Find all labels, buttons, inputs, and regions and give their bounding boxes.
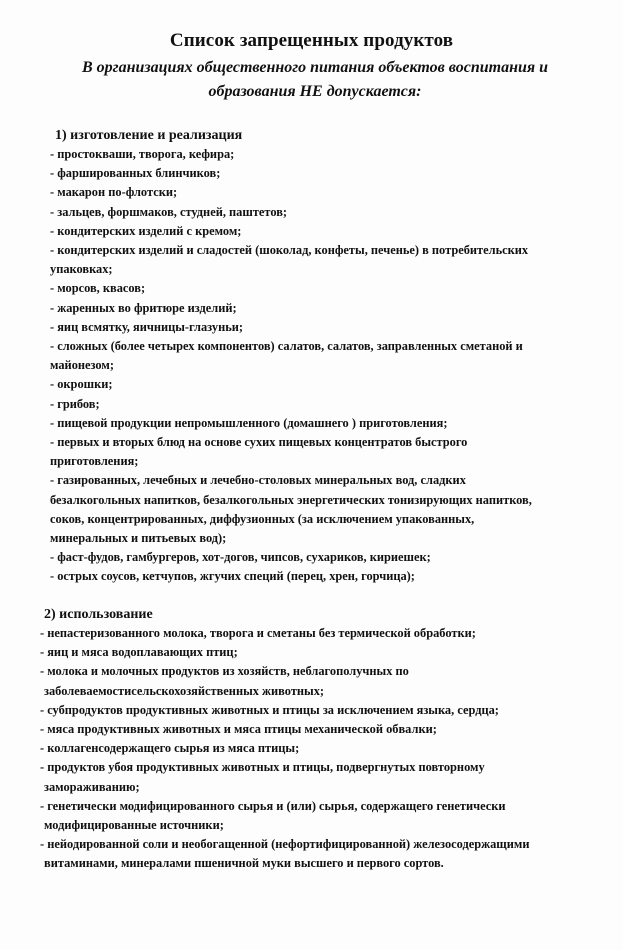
list-item-text: - пищевой продукции непромышленного (домашнего ) приготовления; [50, 415, 448, 430]
section-list [0, 624, 623, 874]
list-item-continuation: майонезом; [50, 358, 114, 373]
list-item [0, 279, 623, 298]
list-item [0, 662, 623, 700]
list-item [0, 701, 623, 720]
list-item [0, 433, 623, 471]
list-item-text: - газированных, лечебных и лечебно-столовых минеральных вод, сладких [50, 473, 466, 488]
list-item-continuation: минеральных и питьевых вод); [50, 531, 227, 546]
list-item-text: - генетически модифицированного сырья и (или) сырья, содержащего генетически [40, 798, 506, 813]
section-heading: 1) изготовление и реализация [55, 128, 243, 143]
list-item [0, 471, 623, 548]
list-item-continuation: упаковках; [50, 262, 113, 277]
list-item [0, 299, 623, 318]
list-item [0, 337, 623, 375]
list-item-continuation: соков, концентрированных, диффузионных (за исключением упакованных, [50, 511, 475, 526]
list-item [0, 739, 623, 758]
list-item [0, 548, 623, 567]
list-item-text: - непастеризованного молока, творога и сметаны без термической обработки; [40, 626, 476, 640]
list-item [0, 395, 623, 414]
subtitle-line-1: В организациях общественного питания объектов воспитания и [82, 59, 548, 76]
list-item-text: - сложных (более четырех компонентов) салатов, салатов, заправленных сметаной и [50, 339, 523, 354]
list-item [0, 567, 623, 586]
list-item-text: - макарон по-флотски; [50, 185, 178, 200]
list-item [0, 318, 623, 337]
subtitle-line-2: образования НЕ допускается: [208, 83, 422, 100]
list-item [0, 375, 623, 394]
section-production-and-sale [0, 126, 623, 587]
list-item-continuation: модифицированные источники; [44, 818, 224, 833]
list-item [0, 797, 623, 835]
list-item-text: - острых соусов, кетчупов, жгучих специй (перец, хрен, горчица); [50, 569, 415, 584]
list-item-text: - нейодированной соли и необогащенной (нефортифицированной) железосодержащими [40, 837, 530, 852]
list-item [0, 203, 623, 222]
document-title: Список запрещенных продуктов [169, 30, 454, 51]
list-item-text: - первых и вторых блюд на основе сухих пищевых концентратов быстрого [50, 435, 468, 450]
document-subtitle [40, 56, 590, 104]
list-item [0, 720, 623, 739]
list-item-text: - зальцев, форшмаков, студней, паштетов; [50, 204, 288, 219]
list-item-text: - окрошки; [50, 377, 113, 392]
list-item-text: - кондитерских изделий и сладостей (шоколад, конфеты, печенье) в потребительских [50, 243, 529, 258]
list-item [0, 145, 623, 164]
list-item-text: - субпродуктов продуктивных животных и птицы за исключением языка, сердца; [40, 702, 499, 717]
list-item-text: - жаренных во фритюре изделий; [50, 300, 237, 315]
section-usage [0, 605, 623, 874]
list-item-text: - коллагенсодержащего сырья из мяса птицы; [40, 741, 300, 756]
list-item [0, 758, 623, 796]
list-item-text: - яиц и мяса водоплавающих птиц; [40, 645, 238, 660]
list-item [0, 183, 623, 202]
list-item [0, 222, 623, 241]
list-item-text: - морсов, квасов; [50, 281, 146, 296]
list-item-continuation: заболеваемостисельскохозяйственных животных; [44, 683, 325, 698]
list-item-text: - фаст-фудов, гамбургеров, хот-догов, чипсов, сухариков, кириешек; [50, 550, 431, 565]
list-item-text: - мяса продуктивных животных и мяса птицы механической обвалки; [40, 722, 437, 737]
list-item [0, 414, 623, 433]
list-item-text: - простокваши, творога, кефира; [50, 147, 235, 161]
list-item-continuation: безалкогольных напитков, безалкогольных энергетических тонизирующих напитков, [50, 492, 532, 507]
section-list [0, 145, 623, 587]
list-item [0, 643, 623, 662]
section-heading: 2) использование [44, 607, 153, 622]
list-item [0, 624, 623, 643]
list-item-text: - фаршированных блинчиков; [50, 166, 221, 181]
list-item [0, 164, 623, 183]
list-item-text: - кондитерских изделий с кремом; [50, 223, 242, 238]
list-item-text: - грибов; [50, 396, 100, 411]
list-item-continuation: приготовления; [50, 454, 139, 469]
list-item-text: - яиц всмятку, яичницы-глазуньи; [50, 319, 244, 334]
list-item-text: - продуктов убоя продуктивных животных и птицы, подвергнутых повторному [40, 760, 485, 775]
list-item-continuation: витаминами, минералами пшеничной муки высшего и первого сортов. [44, 856, 444, 871]
list-item [0, 241, 623, 279]
list-item-continuation: замораживанию; [44, 779, 140, 794]
list-item-text: - молока и молочных продуктов из хозяйств, неблагополучных по [40, 664, 409, 679]
list-item [0, 835, 623, 873]
